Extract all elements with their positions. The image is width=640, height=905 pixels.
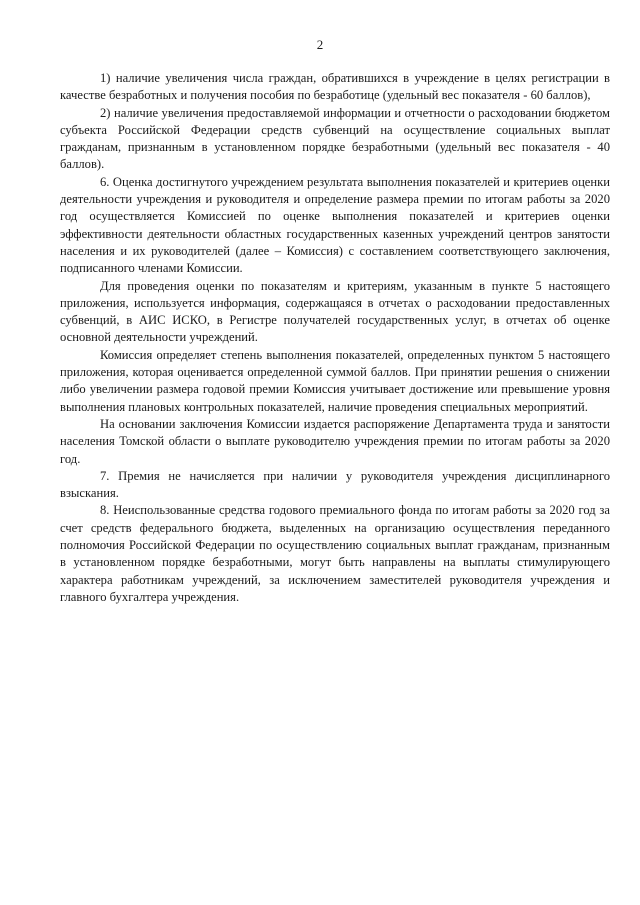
paragraph-section-8: 8. Неиспользованные средства годового премиального фонда по итогам работы за 2020 год за счет средств федерального бюджета, выделенных на организацию осуществления переданного полномочия Российской Федерации по осуществлению социальных выплат гражданам, признанным в установленном порядке безработными, могут быть направлены на выплаты стимулирующего характера работникам учреждений, за исключением заместителей руководителя учреждения и главного бухгалтера учреждения.	[60, 503, 610, 604]
paragraph-order-issuance: На основании заключения Комиссии издается распоряжение Департамента труда и занятости населения Томской области о выплате руководителю учреждения премии по итогам работы за 2020 год.	[60, 416, 610, 466]
paragraph-commission-decision: Комиссия определяет степень выполнения показателей, определенных пунктом 5 настоящего приложения, которая оценивается определенной суммой баллов. При принятии решения о снижении либо увеличении размера годовой премии Комиссия учитывает достижение или превышение уровня выполнения плановых контрольных показателей, наличие проведения специальных мероприятий.	[60, 347, 610, 414]
paragraph-item-1-criterion: 1) наличие увеличения числа граждан, обратившихся в учреждение в целях регистрации в качестве безработных и получения пособия по безработице (удельный вес показателя - 60 баллов),	[60, 71, 610, 103]
paragraph-assessment-sources: Для проведения оценки по показателям и критериям, указанным в пункте 5 настоящего приложения, используется информация, содержащаяся в отчетах о расходовании предоставленных субвенций, в АИС ИСКО, в Регистре получателей государственных услуг, в отчетах об оценке основной деятельности учреждений.	[60, 278, 610, 345]
paragraph-section-7: 7. Премия не начисляется при наличии у руководителя учреждения дисциплинарного взыскания.	[60, 468, 610, 501]
paragraph-item-2-criterion: 2) наличие увеличения предоставляемой информации и отчетности о расходовании бюджетом субъекта Российской Федерации средств субвенций на осуществление социальных выплат гражданам, признанным в установленном порядке безработными (удельный вес показателя - 40 баллов).	[60, 105, 610, 172]
paragraph-section-6: 6. Оценка достигнутого учреждением результата выполнения показателей и критериев оценки деятельности учреждения и руководителя и определение размера премии по итогам работы за 2020 год осуществляется Комиссией по оценке выполнения показателей и критериев оценки эффективности деятельности областных государственных казенных учреждений центров занятости населения и их руководителей (далее – Комиссия) с составлением соответствующего заключения, подписанного членами Комиссии.	[60, 174, 610, 276]
document-body	[60, 70, 610, 606]
page-number: 2	[316, 37, 324, 52]
